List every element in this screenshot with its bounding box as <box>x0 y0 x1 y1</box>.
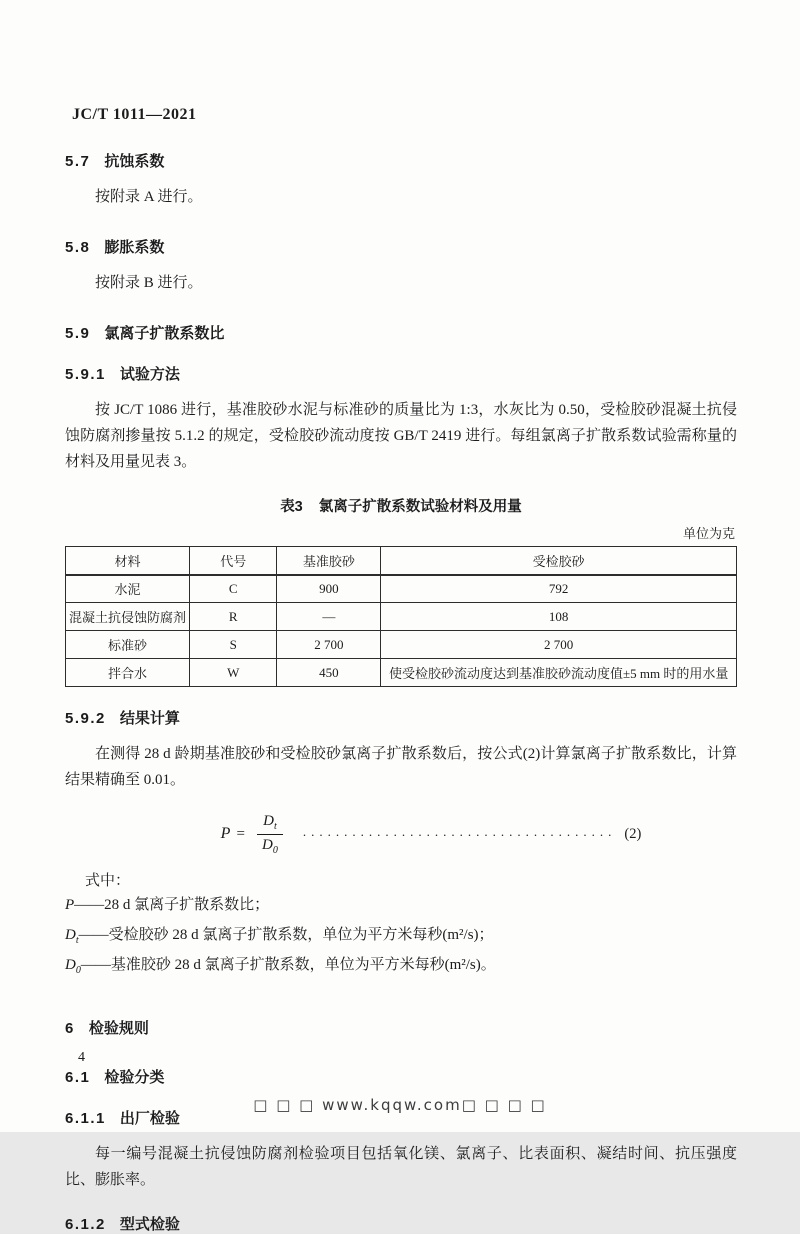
table3-unit-note: 单位为克 <box>682 526 735 541</box>
heading-title: 检验规则 <box>88 1020 149 1037</box>
table-header-row <box>66 547 737 575</box>
heading-title: 结果计算 <box>119 710 180 727</box>
heading-5-9 <box>65 322 737 343</box>
table-row <box>66 603 737 631</box>
heading-number: 5.7 <box>65 153 91 170</box>
heading-number: 5.9.2 <box>65 710 106 727</box>
symbol: D <box>65 927 76 943</box>
table-cell: 108 <box>381 603 737 631</box>
heading-title: 检验分类 <box>104 1069 165 1086</box>
table-cell: 标准砂 <box>66 631 190 659</box>
table-cell: 450 <box>277 659 381 687</box>
table-cell: — <box>277 603 381 631</box>
column-header: 材料 <box>66 547 190 575</box>
formula-lhs: P <box>220 825 231 842</box>
table-cell: 900 <box>277 575 381 603</box>
heading-5-8 <box>65 236 737 257</box>
heading-number: 5.9 <box>65 325 91 342</box>
heading-title: 试验方法 <box>119 366 180 383</box>
table3 <box>65 546 737 687</box>
footer-watermark: □ □ □ www.kqqw.com□ □ □ □ <box>253 1096 547 1114</box>
table-cell: 792 <box>381 575 737 603</box>
table-row <box>66 575 737 603</box>
column-header: 基准胶砂 <box>277 547 381 575</box>
symbol-desc: ——28 d 氯离子扩散系数比； <box>74 897 270 913</box>
where-clause <box>65 869 737 983</box>
fraction-numerator <box>263 813 277 832</box>
where-item-dt <box>65 923 737 953</box>
heading-number: 6.1 <box>65 1069 91 1086</box>
denominator-base: D <box>261 836 273 853</box>
table3-caption-label: 表3 <box>280 499 303 515</box>
where-item-p <box>65 893 737 923</box>
table-cell: R <box>190 603 277 631</box>
where-item-d0 <box>65 953 737 983</box>
paragraph-5-9-1: 按 JC/T 1086 进行，基准胶砂水泥与标准砂的质量比为 1:3，水灰比为 0.50，受检胶砂混凝土抗侵蚀防腐剂掺量按 5.1.2 的规定，受检胶砂流动度按 GB/T 2419 进行。每组氯离子扩散系数试验需称量的材料及用量见表 3。 <box>65 402 737 470</box>
denominator-sub: 0 <box>272 844 278 856</box>
heading-number: 6.1.1 <box>65 1110 106 1127</box>
heading-title: 抗蚀系数 <box>104 153 165 170</box>
symbol-desc: ——基准胶砂 28 d 氯离子扩散系数，单位为平方米每秒(m²/s)。 <box>80 957 496 973</box>
formula-dot-leader: ...................................... <box>302 824 617 839</box>
table-row <box>66 631 737 659</box>
column-header: 受检胶砂 <box>381 547 737 575</box>
formula-equals: = <box>236 825 245 842</box>
table-cell: 2 700 <box>277 631 381 659</box>
page-number: 4 <box>78 1050 85 1065</box>
paragraph-6-1-1: 每一编号混凝土抗侵蚀防腐剂检验项目包括氧化镁、氯离子、比表面积、凝结时间、抗压强度比、膨胀率。 <box>65 1146 737 1188</box>
symbol-sub: t <box>75 935 79 946</box>
table-cell: S <box>190 631 277 659</box>
heading-title: 型式检验 <box>119 1216 180 1233</box>
formula-2 <box>65 805 737 863</box>
heading-6-1 <box>65 1066 737 1087</box>
paragraph-5-7: 按附录 A 进行。 <box>95 189 203 205</box>
formula-number: (2) <box>624 825 642 842</box>
page-content <box>65 106 737 1234</box>
table-cell: W <box>190 659 277 687</box>
doc-number: JC/T 1011—2021 <box>72 106 197 123</box>
heading-title: 膨胀系数 <box>104 239 165 256</box>
table-cell: 水泥 <box>66 575 190 603</box>
where-intro: 式中： <box>85 873 131 889</box>
symbol: D <box>65 957 76 973</box>
formula-fraction <box>257 813 283 856</box>
table-cell: 2 700 <box>381 631 737 659</box>
column-header: 代号 <box>190 547 277 575</box>
fraction-bar <box>257 834 283 835</box>
heading-5-7 <box>65 150 737 171</box>
symbol-sub: 0 <box>75 965 81 976</box>
table-cell: C <box>190 575 277 603</box>
table-row <box>66 659 737 687</box>
heading-6 <box>65 1017 737 1038</box>
heading-title: 氯离子扩散系数比 <box>104 325 225 342</box>
heading-5-9-1 <box>65 363 737 384</box>
symbol-desc: ——受检胶砂 28 d 氯离子扩散系数，单位为平方米每秒(m²/s)； <box>78 927 494 943</box>
paragraph-5-9-2: 在测得 28 d 龄期基准胶砂和受检胶砂氯离子扩散系数后，按公式(2)计算氯离子扩散系数比，计算结果精确至 0.01。 <box>65 746 737 788</box>
heading-6-1-2 <box>65 1213 737 1234</box>
symbol: P <box>65 897 75 913</box>
heading-title: 出厂检验 <box>119 1110 180 1127</box>
paragraph-5-8: 按附录 B 进行。 <box>95 275 203 291</box>
table-cell: 使受检胶砂流动度达到基准胶砂流动度值±5 mm 时的用水量 <box>381 659 737 687</box>
table-cell: 拌合水 <box>66 659 190 687</box>
numerator-sub: t <box>273 820 277 832</box>
heading-number: 6.1.2 <box>65 1216 106 1233</box>
table3-caption-text: 氯离子扩散系数试验材料及用量 <box>318 499 522 515</box>
table-cell: 混凝土抗侵蚀防腐剂 <box>66 603 190 631</box>
heading-number: 6 <box>65 1020 75 1037</box>
heading-number: 5.8 <box>65 239 91 256</box>
heading-5-9-2 <box>65 707 737 728</box>
table3-caption <box>65 495 737 516</box>
heading-number: 5.9.1 <box>65 366 106 383</box>
numerator-base: D <box>263 812 274 829</box>
fraction-denominator <box>262 837 278 856</box>
